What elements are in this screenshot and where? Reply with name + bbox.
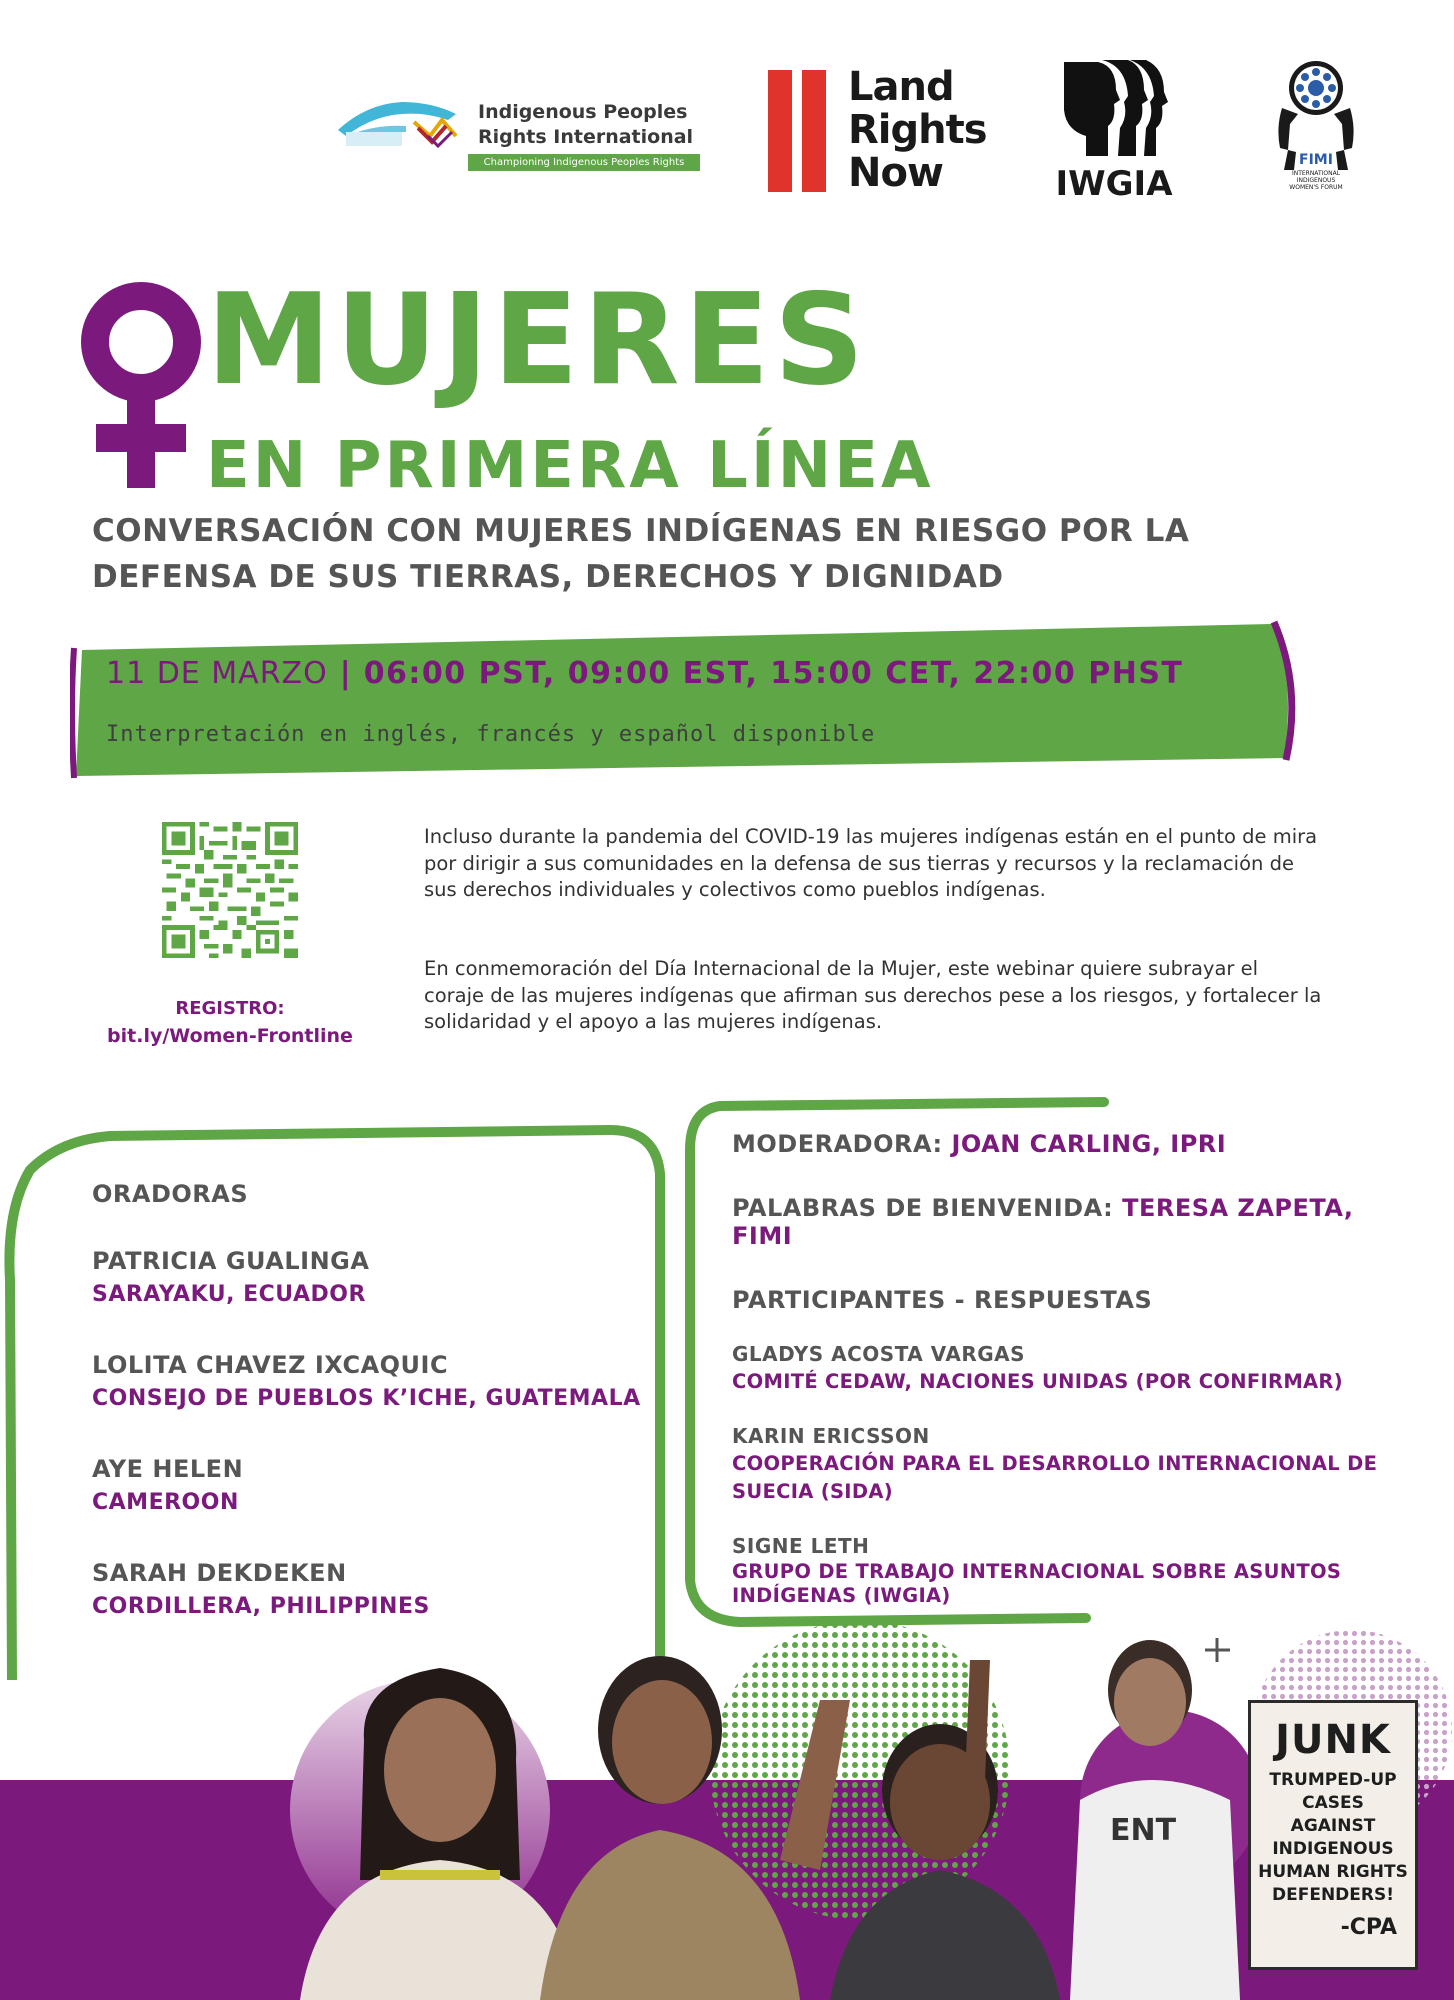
moderator-line <box>732 1130 1412 1158</box>
iwgia-profiles-icon <box>1058 56 1170 160</box>
participant-name: SIGNE LETH <box>732 1534 870 1558</box>
lrn-wordmark: Land Rights Now <box>848 64 987 196</box>
participant-affiliation: COMITÉ CEDAW, NACIONES UNIDAS (POR CONFIRMAR) <box>732 1370 1343 1393</box>
welcome-speaker: TERESA ZAPETA, FIMI <box>732 1194 1354 1250</box>
participant-affiliation: GRUPO DE TRABAJO INTERNACIONAL SOBRE ASUNTOS <box>732 1560 1342 1583</box>
moderator-name: JOAN CARLING, IPRI <box>951 1130 1227 1158</box>
fimi-subtitle: INTERNATIONAL INDIGENOUS WOMEN'S FORUM <box>1289 170 1343 191</box>
event-description-title: CONVERSACIÓN CON MUJERES INDÍGENAS EN RIESGO POR LA DEFENSA DE SUS TIERRAS, DERECHOS Y DIGNIDAD <box>92 513 1190 595</box>
iwgia-name: IWGIA <box>1055 164 1173 204</box>
welcome-label: PALABRAS DE BIENVENIDA: <box>732 1194 1114 1222</box>
speaker-affiliation: CONSEJO DE PUEBLOS K’ICHE, GUATEMALA <box>92 1386 641 1411</box>
date-separator: | <box>339 656 352 691</box>
venus-symbol-icon <box>66 280 216 490</box>
registration-label: REGISTRO: <box>175 998 285 1019</box>
interpretation-note: Interpretación en inglés, francés y español disponible <box>106 722 876 747</box>
speaker-item <box>92 1556 652 1624</box>
event-day: 11 DE MARZO <box>106 656 328 691</box>
participant-affiliation-cont: INDÍGENAS (IWGIA) <box>732 1584 951 1607</box>
lrn-bar-right <box>802 70 826 192</box>
participants-heading: PARTICIPANTES - RESPUESTAS <box>732 1286 1153 1314</box>
participant-affiliation: COOPERACIÓN PARA EL DESARROLLO INTERNACIONAL DE <box>732 1452 1378 1475</box>
protest-sign <box>1248 1700 1418 1970</box>
fimi-logo <box>1268 58 1364 194</box>
speaker-name: LOLITA CHAVEZ IXCAQUIC <box>92 1351 449 1379</box>
speakers-heading: ORADORAS <box>92 1180 249 1208</box>
lrn-bar-left <box>768 70 792 192</box>
welcome-line <box>732 1194 1412 1250</box>
registration-link[interactable]: bit.ly/Women-Frontline <box>107 1025 353 1047</box>
speaker-name: PATRICIA GUALINGA <box>92 1247 370 1275</box>
participant-item <box>732 1340 1412 1396</box>
description-paragraph-2: En conmemoración del Día Internacional de la Mujer, este webinar quiere subrayar el coraje de las mujeres indígenas que afirman sus derechos pese a los riesgos, y fortalecer la solidaridad y el apoyo a las mujeres indígenas. <box>424 957 1322 1033</box>
speaker-item <box>92 1244 652 1312</box>
sign-signoff: -CPA <box>1340 1915 1397 1940</box>
activists-photo-collage <box>0 1620 1454 2000</box>
description-paragraph-1: Incluso durante la pandemia del COVID-19 las mujeres indígenas están en el punto de mira por dirigir a sus comunidades en la defensa de sus tierras y recursos y la reclamación de sus derechos individuales y colectivos como pueblos indígenas. <box>424 825 1318 901</box>
land-rights-now-logo <box>768 66 998 196</box>
event-times: 06:00 PST, 09:00 EST, 15:00 CET, 22:00 PHST <box>363 656 1184 691</box>
svg-text:ENT: ENT <box>1110 1813 1177 1848</box>
date-banner <box>70 618 1310 788</box>
sign-body: TRUMPED-UP CASES AGAINST INDIGENOUS HUMAN RIGHTS DEFENDERS! <box>1258 1770 1408 1905</box>
speaker-affiliation: CAMEROON <box>92 1490 239 1515</box>
sign-headline: JUNK <box>1275 1717 1391 1763</box>
participant-item <box>732 1422 1412 1506</box>
ipri-mountain-icon <box>336 96 468 156</box>
speaker-affiliation: CORDILLERA, PHILIPPINES <box>92 1594 430 1619</box>
event-date <box>106 656 1183 691</box>
participant-name: GLADYS ACOSTA VARGAS <box>732 1342 1026 1366</box>
speaker-item <box>92 1348 652 1416</box>
program-section <box>732 1130 1412 1634</box>
speakers-section <box>92 1180 652 1624</box>
participant-item <box>732 1532 1412 1608</box>
speaker-name: AYE HELEN <box>92 1455 244 1483</box>
page-subtitle: EN PRIMERA LÍNEA <box>206 429 934 503</box>
ipri-tagline: Championing Indigenous Peoples Rights <box>468 154 700 171</box>
registration-qr-code[interactable] <box>162 822 298 958</box>
participant-name: KARIN ERICSSON <box>732 1424 930 1448</box>
iwgia-logo <box>1050 56 1180 206</box>
page-title: MUJERES <box>206 266 869 413</box>
speaker-affiliation: SARAYAKU, ECUADOR <box>92 1282 366 1307</box>
ipri-logo <box>336 96 700 176</box>
speaker-name: SARAH DEKDEKEN <box>92 1559 347 1587</box>
fimi-name: FIMI <box>1299 152 1333 168</box>
ipri-name: Indigenous Peoples Rights International <box>478 101 694 148</box>
moderator-label: MODERADORA: <box>732 1130 943 1158</box>
participant-affiliation-cont: SUECIA (SIDA) <box>732 1480 893 1503</box>
speaker-item <box>92 1452 652 1520</box>
